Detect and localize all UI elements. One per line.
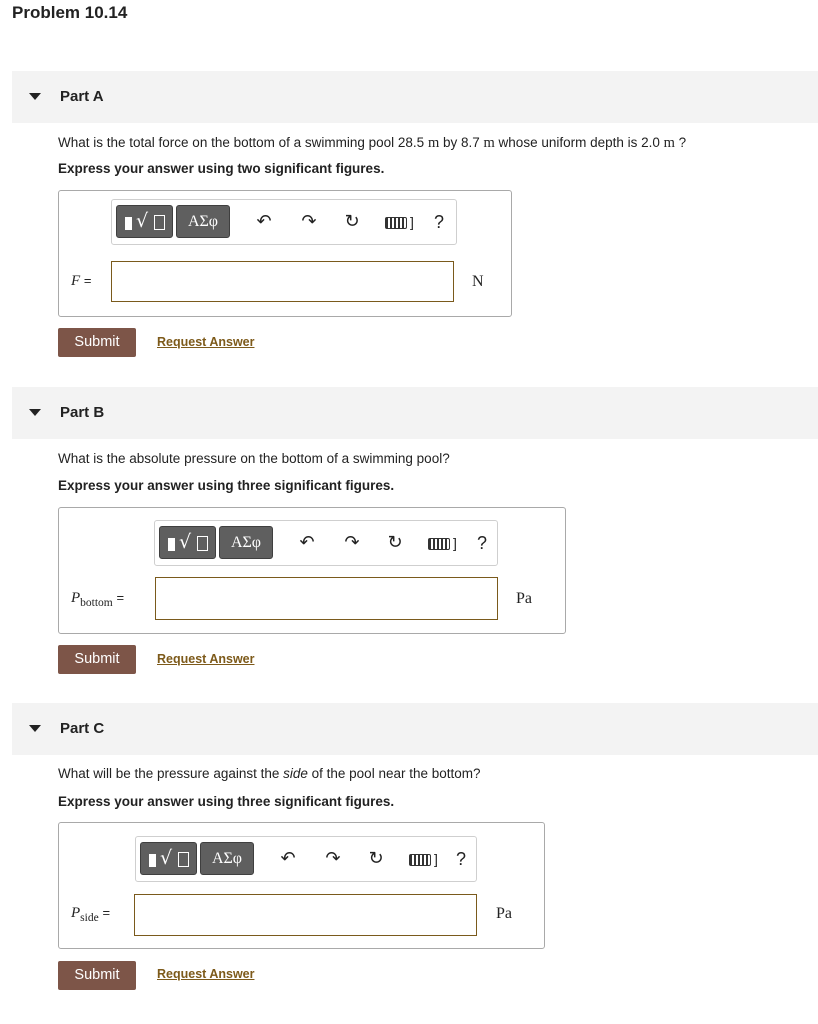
part-c-header[interactable]: [12, 703, 818, 755]
part-a-request-answer-link[interactable]: Request Answer: [157, 335, 255, 349]
part-b-variable-label: $P_{bottom}$ =: [71, 590, 125, 609]
radical-icon: √: [179, 531, 192, 553]
undo-icon[interactable]: ↶: [280, 848, 296, 869]
part-a-variable-label: F =: [71, 273, 92, 289]
part-a-instruction: Express your answer using two significant figures.: [58, 161, 385, 176]
part-a-submit-button[interactable]: Submit: [58, 328, 136, 357]
undo-icon[interactable]: ↶: [256, 211, 272, 232]
part-c-submit-button[interactable]: Submit: [58, 961, 136, 990]
redo-icon[interactable]: ↷: [344, 532, 360, 553]
greek-symbols-button[interactable]: ΑΣφ: [200, 842, 254, 875]
part-b-header[interactable]: [12, 387, 818, 439]
part-c-request-answer-link[interactable]: Request Answer: [157, 967, 255, 981]
part-b-unit: Pa: [516, 590, 532, 607]
help-button[interactable]: ?: [477, 533, 488, 553]
keyboard-bracket: ]: [434, 851, 438, 867]
part-b-submit-button[interactable]: Submit: [58, 645, 136, 674]
reset-icon[interactable]: ↻: [368, 848, 384, 869]
part-c-unit: Pa: [496, 905, 512, 922]
reset-icon[interactable]: ↻: [344, 211, 360, 232]
keyboard-icon[interactable]: [385, 217, 407, 229]
part-b-question: What is the absolute pressure on the bottom of a swimming pool?: [58, 451, 450, 466]
math-toolbar: [154, 520, 498, 566]
part-a-label: Part A: [60, 88, 104, 105]
part-b-answer-input[interactable]: [155, 577, 498, 620]
part-c-label: Part C: [60, 720, 105, 737]
greek-symbols-button[interactable]: ΑΣφ: [219, 526, 273, 559]
templates-button[interactable]: [116, 205, 173, 238]
part-a-header[interactable]: [12, 71, 818, 123]
math-toolbar: [135, 836, 477, 882]
redo-icon[interactable]: ↷: [325, 848, 341, 869]
part-c-instruction: Express your answer using three significant figures.: [58, 794, 395, 809]
box-icon: [178, 852, 189, 867]
part-c-variable-label: $P_{side}$ =: [71, 905, 111, 924]
part-c-question: What will be the pressure against the side of the pool near the bottom?: [58, 766, 481, 781]
part-c-answer-input[interactable]: [134, 894, 477, 936]
templates-button[interactable]: [140, 842, 197, 875]
undo-icon[interactable]: ↶: [299, 532, 315, 553]
part-b-label: Part B: [60, 404, 105, 421]
collapse-triangle-icon[interactable]: [29, 725, 41, 732]
greek-symbols-button[interactable]: ΑΣφ: [176, 205, 230, 238]
reset-icon[interactable]: ↻: [387, 532, 403, 553]
part-b-request-answer-link[interactable]: Request Answer: [157, 652, 255, 666]
keyboard-bracket: ]: [410, 214, 414, 230]
keyboard-icon[interactable]: [409, 854, 431, 866]
radical-icon: √: [136, 210, 149, 232]
part-c-answer-box: [58, 822, 545, 949]
keyboard-bracket: ]: [453, 535, 457, 551]
help-button[interactable]: ?: [456, 849, 467, 869]
part-a-question: What is the total force on the bottom of a swimming pool 28.5 m by 8.7 m whose uniform depth is 2.0 m ?: [58, 135, 687, 151]
collapse-triangle-icon[interactable]: [29, 409, 41, 416]
part-a-unit: N: [472, 273, 484, 290]
box-icon: [154, 215, 165, 230]
square-icon: [125, 217, 132, 230]
math-toolbar: [111, 199, 457, 245]
radical-icon: √: [160, 847, 173, 869]
help-button[interactable]: ?: [434, 212, 445, 232]
keyboard-icon[interactable]: [428, 538, 450, 550]
box-icon: [197, 536, 208, 551]
page-title: Problem 10.14: [12, 3, 128, 22]
part-a-answer-input[interactable]: [111, 261, 454, 302]
redo-icon[interactable]: ↷: [301, 211, 317, 232]
square-icon: [168, 538, 175, 551]
part-b-answer-box: [58, 507, 566, 634]
templates-button[interactable]: [159, 526, 216, 559]
part-a-answer-box: [58, 190, 512, 317]
part-b-instruction: Express your answer using three significant figures.: [58, 478, 395, 493]
collapse-triangle-icon[interactable]: [29, 93, 41, 100]
square-icon: [149, 854, 156, 867]
